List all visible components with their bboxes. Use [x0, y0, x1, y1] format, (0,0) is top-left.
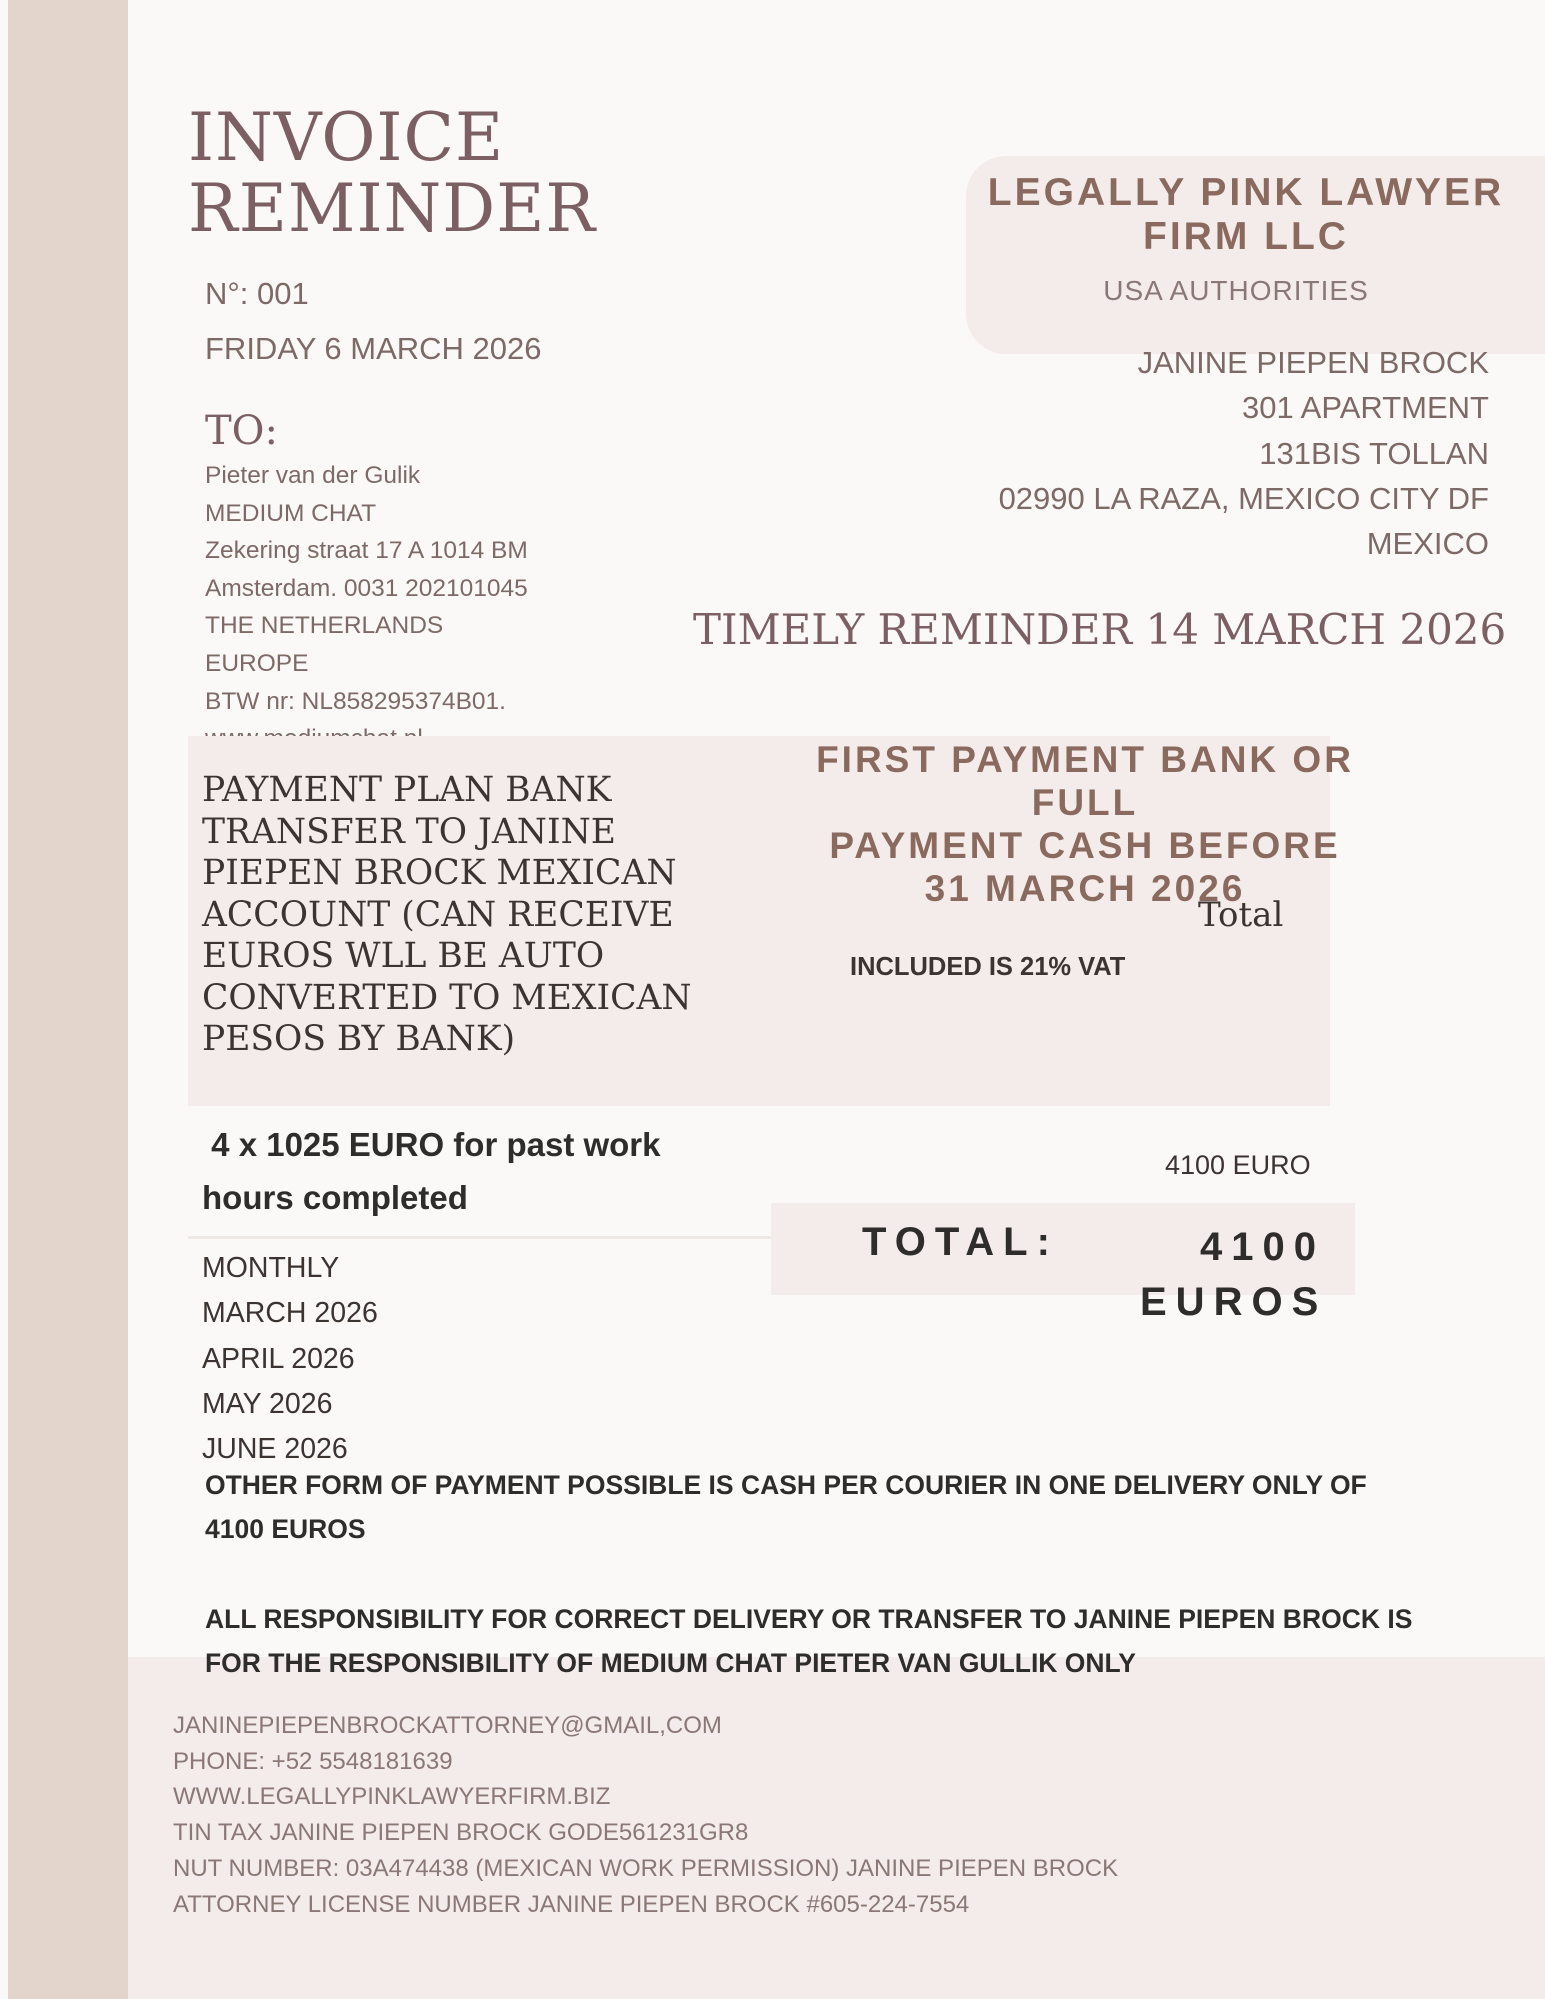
line-item-line-2: hours completed [202, 1179, 468, 1216]
contact-phone: PHONE: +52 5548181639 [173, 1747, 453, 1775]
sender-country: MEXICO [1366, 526, 1489, 562]
firm-name [966, 171, 1526, 259]
sender-address [999, 340, 1489, 566]
deadline-line: 31 MARCH 2026 [924, 868, 1246, 909]
line-item-description [202, 1118, 661, 1224]
plan-line: PAYMENT PLAN BANK [202, 770, 612, 810]
recipient-country: THE NETHERLANDS [205, 612, 444, 640]
total-column-header: Total [1198, 895, 1284, 935]
recipient-continent: EUROPE [205, 649, 309, 677]
invoice-date: FRIDAY 6 MARCH 2026 [205, 331, 542, 366]
contact-website: WWW.LEGALLYPINKLAWYERFIRM.BIZ [173, 1783, 611, 1811]
deadline-line: FIRST PAYMENT BANK OR FULL [816, 739, 1354, 823]
cash-note-line-2: 4100 EUROS [205, 1514, 366, 1544]
invoice-number: N°: 001 [205, 276, 309, 311]
plan-line: ACCOUNT (CAN RECEIVE [202, 894, 674, 935]
title-line-1: INVOICE [188, 99, 505, 176]
sender-apartment: 301 APARTMENT [1242, 390, 1489, 426]
firm-name-line-2: FIRM LLC [1143, 215, 1349, 258]
payment-schedule [202, 1246, 378, 1472]
firm-name-line-1: LEGALLY PINK LAWYER [987, 171, 1505, 214]
invoice-title [188, 99, 597, 247]
total-value [1140, 1220, 1328, 1330]
firm-subtitle: USA AUTHORITIES [1103, 275, 1369, 306]
divider [188, 1236, 780, 1239]
recipient-street: Zekering straat 17 A 1014 BM [205, 537, 528, 565]
recipient-label: TO: [205, 408, 278, 454]
cash-payment-note [205, 1463, 1445, 1551]
timely-reminder-heading: TIMELY REMINDER 14 MARCH 2026 [693, 605, 1507, 654]
schedule-item: MONTHLY [202, 1252, 340, 1284]
vat-note: INCLUDED IS 21% VAT [850, 953, 1126, 981]
contact-license-number: ATTORNEY LICENSE NUMBER JANINE PIEPEN BROCK #605-224-7554 [173, 1890, 970, 1918]
line-item-amount: 4100 EURO [1165, 1150, 1311, 1180]
responsibility-line-1: ALL RESPONSIBILITY FOR CORRECT DELIVERY OR TRANSFER TO JANINE PIEPEN BROCK IS [205, 1604, 1413, 1634]
schedule-item: APRIL 2026 [202, 1342, 355, 1375]
total-label: TOTAL: [862, 1220, 1059, 1264]
contact-tax-id: TIN TAX JANINE PIEPEN BROCK GODE561231GR8 [173, 1819, 749, 1847]
sender-name: JANINE PIEPEN BROCK [1137, 345, 1489, 380]
recipient-vat-number: BTW nr: NL858295374B01. [205, 687, 506, 715]
plan-line: PIEPEN BROCK MEXICAN [202, 853, 677, 893]
plan-line: TRANSFER TO JANINE [202, 811, 616, 852]
recipient-city-phone: Amsterdam. 0031 202101045 [205, 574, 528, 602]
recipient-name: Pieter van der Gulik [205, 462, 421, 489]
contact-email: JANINEPIEPENBROCKATTORNEY@GMAIL,COM [173, 1712, 722, 1739]
plan-line: PESOS BY BANK) [202, 1019, 516, 1059]
schedule-item: JUNE 2026 [202, 1433, 348, 1466]
title-line-2: REMINDER [188, 170, 597, 247]
left-sidebar-stripe [8, 0, 128, 1999]
total-value-currency: EUROS [1140, 1280, 1328, 1324]
total-value-amount: 4100 [1200, 1225, 1325, 1269]
responsibility-note [205, 1597, 1445, 1685]
recipient-company: MEDIUM CHAT [205, 499, 377, 527]
sender-street: 131BIS TOLLAN [1259, 435, 1489, 471]
plan-line: EUROS WLL BE AUTO [202, 936, 605, 976]
sender-city: 02990 LA RAZA, MEXICO CITY DF [998, 480, 1489, 516]
schedule-item: MARCH 2026 [202, 1297, 378, 1330]
contact-nut-number: NUT NUMBER: 03A474438 (MEXICAN WORK PERMISSION) JANINE PIEPEN BROCK [173, 1854, 1119, 1882]
schedule-item: MAY 2026 [202, 1387, 333, 1420]
responsibility-line-2: FOR THE RESPONSIBILITY OF MEDIUM CHAT PIETER VAN GULLIK ONLY [205, 1648, 1136, 1678]
line-item-line-1: 4 x 1025 EURO for past work [202, 1126, 661, 1163]
payment-plan-text [202, 770, 692, 1061]
contact-info [173, 1708, 1118, 1922]
payment-deadline-heading [760, 738, 1410, 910]
deadline-line: PAYMENT CASH BEFORE [829, 825, 1341, 866]
cash-note-line-1: OTHER FORM OF PAYMENT POSSIBLE IS CASH PER COURIER IN ONE DELIVERY ONLY OF [205, 1470, 1367, 1500]
plan-line: CONVERTED TO MEXICAN [202, 977, 692, 1018]
recipient-address [205, 457, 528, 758]
